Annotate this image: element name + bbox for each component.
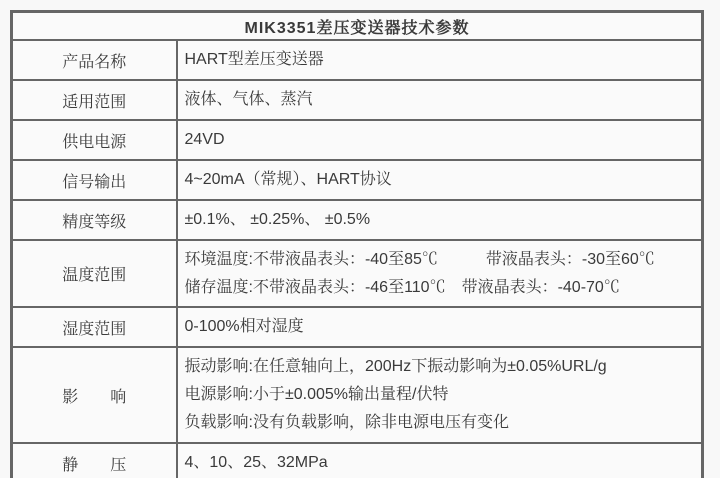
row-value [177,120,703,160]
value-line: 4~20mA（常规）、HART协议 [184,171,392,188]
table-row-application-range [12,80,703,120]
row-label: 适用范围 [12,80,177,120]
value-line: ±0.1%、 ±0.25%、 ±0.5% [184,211,371,228]
row-value [177,200,703,240]
value-line: 液体、气体、蒸汽 [184,91,313,108]
row-value [177,307,703,347]
table-row-temperature-range [12,240,703,307]
row-label: 温度范围 [12,240,177,307]
table-row-signal-output [12,160,703,200]
value-line: 负载影响:没有负载影响，除非电源电压有变化 [184,414,509,431]
row-label: 信号输出 [12,160,177,200]
row-label: 影 响 [12,347,177,443]
table-row-accuracy-class [12,200,703,240]
row-value [177,347,703,443]
table-row-product-name [12,40,703,80]
table-row-static-pressure [12,443,703,478]
row-value [177,443,703,478]
table-title: MIK3351差压变送器技术参数 [12,12,703,41]
row-value [177,40,703,80]
value-line: 24VD [184,131,225,148]
row-label: 静 压 [12,443,177,478]
value-line: HART型差压变送器 [184,51,324,68]
row-value [177,80,703,120]
value-line: 0-100%相对湿度 [184,318,304,335]
table-row-power-supply [12,120,703,160]
table-row-humidity-range [12,307,703,347]
table-row-effects [12,347,703,443]
value-line: 环境温度:不带液晶表头：-40至85℃ 带液晶表头：-30至60℃ [184,250,655,268]
row-value [177,240,703,307]
row-label: 精度等级 [12,200,177,240]
row-label: 供电电源 [12,120,177,160]
value-line: 4、10、25、32MPa [184,454,328,471]
row-label: 产品名称 [12,40,177,80]
value-line: 电源影响:小于±0.005%输出量程/伏特 [184,386,449,403]
row-value [177,160,703,200]
value-line: 储存温度:不带液晶表头：-46至110℃ 带液晶表头：-40-70℃ [184,278,620,296]
table-title-row [12,12,703,41]
row-label: 湿度范围 [12,307,177,347]
spec-table [10,10,704,478]
value-line: 振动影响:在任意轴向上，200Hz下振动影响为±0.05%URL/g [184,358,607,375]
